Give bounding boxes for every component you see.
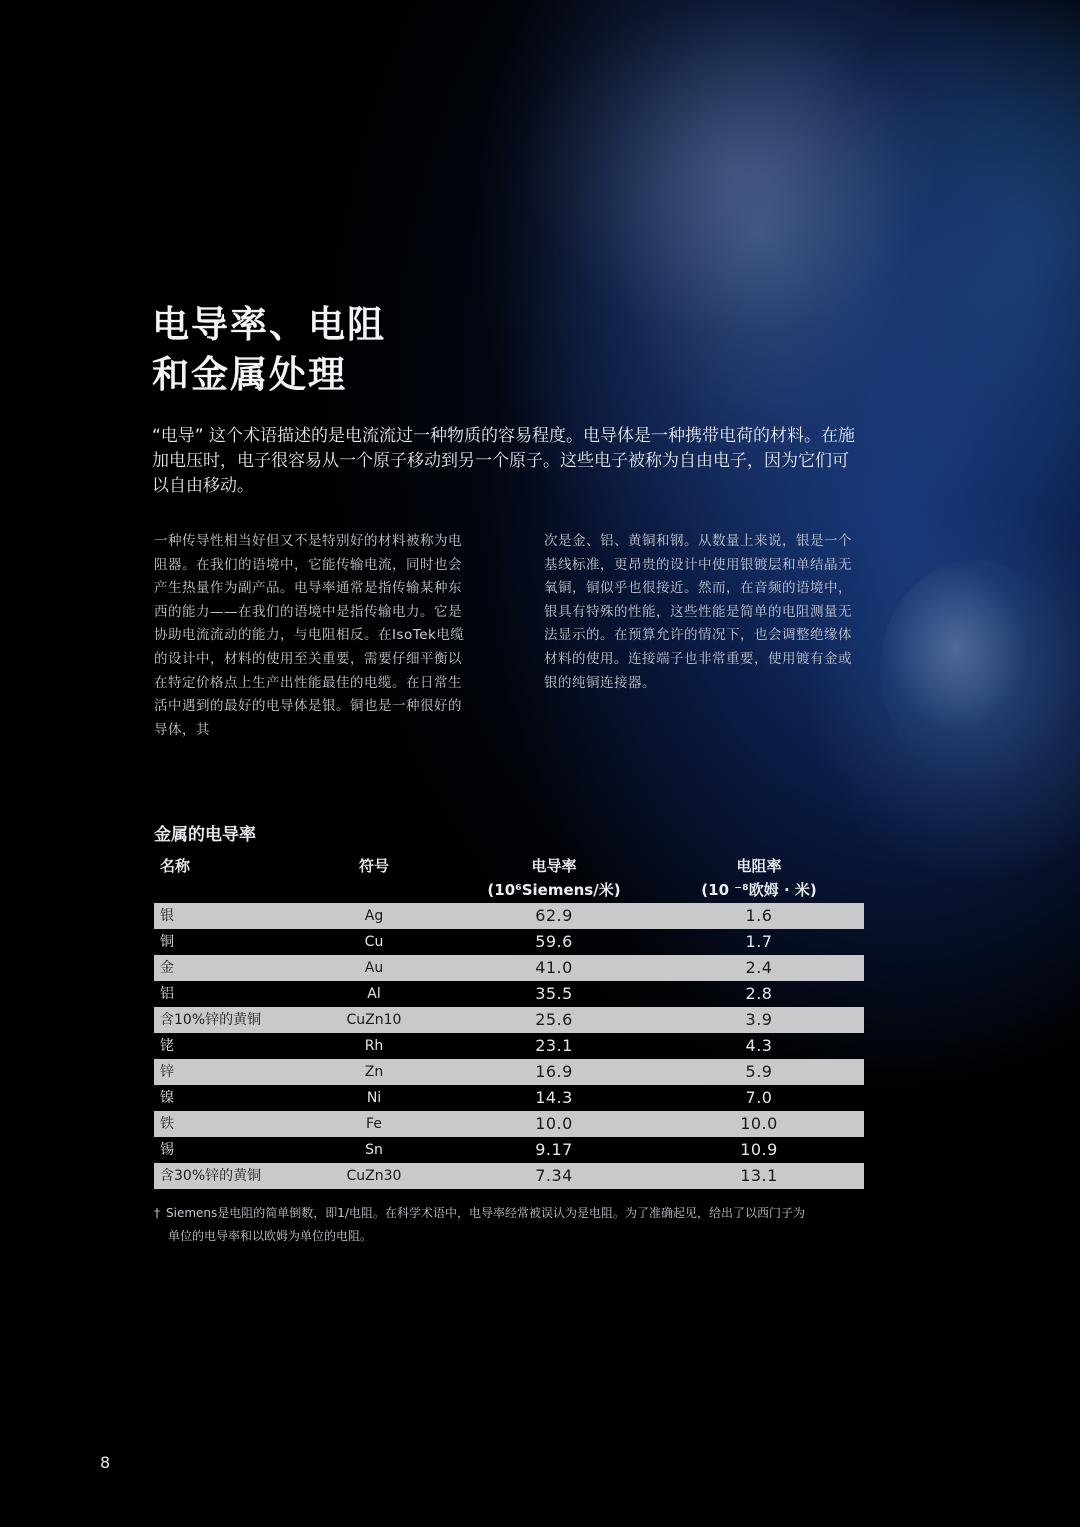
cell-name: 含10%锌的黄铜 [160,1012,262,1028]
table-row [154,903,864,929]
lead-paragraph: “电导” 这个术语描述的是电流流过一种物质的容易程度。电导体是一种携带电荷的材料。在施加电压时，电子很容易从一个原子移动到另一个原子。这些电子被称为自由电子，因为它们可以自由移动。 [152,426,856,496]
cell-resistivity: 10.0 [740,1114,778,1133]
cell-name: 铁 [160,1116,174,1132]
cell-symbol: Au [364,960,384,976]
header-resistivity-unit: (10 ⁻⁸欧姆 · 米) [701,881,817,899]
table-row [154,955,864,981]
cell-name: 锌 [160,1064,174,1080]
cell-conductivity: 23.1 [535,1036,573,1055]
cell-conductivity: 35.5 [535,984,573,1003]
cell-conductivity: 14.3 [535,1088,573,1107]
footnote-line1: Siemens是电阻的简单倒数，即1/电阻。在科学术语中，电导率经常被误认为是电阻。为了准确起见，给出了以西门子为 [166,1206,805,1220]
cell-name: 金 [160,960,174,976]
table-row [154,1033,864,1059]
cell-conductivity: 25.6 [535,1010,573,1029]
header-symbol: 符号 [358,857,389,875]
cell-conductivity: 10.0 [535,1114,573,1133]
cell-resistivity: 1.6 [745,906,773,925]
header-conductivity-label: 电导率 [531,857,577,875]
table-row [154,1111,864,1137]
table-row [154,929,864,955]
header-conductivity-unit: (10⁶Siemens/米) [487,881,621,899]
cell-name: 镍 [160,1090,174,1106]
cell-symbol: Sn [365,1142,383,1158]
cell-conductivity: 7.34 [535,1166,573,1185]
table-header [154,852,864,902]
cell-symbol: Ni [366,1090,382,1106]
table-row [154,1085,864,1111]
table-row [154,1007,864,1033]
cell-resistivity: 7.0 [745,1088,773,1107]
cell-symbol: Cu [364,934,384,950]
cell-resistivity: 10.9 [740,1140,778,1159]
table-row [154,1059,864,1085]
table-row [154,1163,864,1189]
body-column-right: 次是金、铝、黄铜和钢。从数量上来说，银是一个基线标准，更昂贵的设计中使用银镀层和单结晶无氧铜，铜似乎也很接近。然而，在音频的语境中，银具有特殊的性能，这些性能是简单的电阻测量无法显示的。在预算允许的情况下，也会调整绝缘体材料的使用。连接端子也非常重要，使用镀有金或银的纯铜连接器。 [544,533,852,691]
header-conductivity [454,852,654,902]
cell-conductivity: 16.9 [535,1062,573,1081]
cell-resistivity: 5.9 [745,1062,773,1081]
cell-symbol: Ag [364,908,384,924]
cell-name: 铜 [160,934,174,950]
footnote-line2: 单位的电导率和以欧姆为单位的电阻。 [168,1229,373,1243]
table-row [154,981,864,1007]
page-number: 8 [100,1453,111,1472]
cell-resistivity: 2.8 [745,984,773,1003]
header-name: 名称 [160,857,191,875]
cell-resistivity: 4.3 [745,1036,773,1055]
header-resistivity-label: 电阻率 [736,857,782,875]
cell-symbol: CuZn30 [346,1168,402,1184]
page-title-line2: 和金属处理 [152,353,347,396]
cell-symbol: Al [367,986,381,1002]
header-resistivity [654,852,864,902]
cell-resistivity: 3.9 [745,1010,773,1029]
cell-name: 含30%锌的黄铜 [160,1168,262,1184]
cell-resistivity: 13.1 [740,1166,778,1185]
page-title [152,300,386,400]
cell-name: 银 [160,908,174,924]
cell-symbol: Zn [364,1064,384,1080]
cell-symbol: Rh [364,1038,384,1054]
cell-symbol: Fe [366,1116,382,1132]
footnote-dagger: † [154,1206,160,1220]
cell-conductivity: 9.17 [535,1140,573,1159]
cell-name: 铑 [160,1038,174,1054]
cell-symbol: CuZn10 [346,1012,402,1028]
conductivity-table [154,852,864,1189]
cell-conductivity: 62.9 [535,906,573,925]
footnote [154,1202,864,1248]
cell-name: 铝 [160,986,174,1002]
cell-conductivity: 59.6 [535,932,573,951]
cell-conductivity: 41.0 [535,958,573,977]
table-row [154,1137,864,1163]
page-title-line1: 电导率、电阻 [152,303,386,346]
cell-resistivity: 2.4 [745,958,773,977]
cell-resistivity: 1.7 [745,932,773,951]
cell-name: 锡 [160,1142,174,1158]
table-body [154,903,864,1189]
body-column-left: 一种传导性相当好但又不是特别好的材料被称为电阻器。在我们的语境中，它能传输电流，同时也会产生热量作为副产品。电导率通常是指传输某种东西的能力——在我们的语境中是指传输电力。它是协助电流流动的能力，与电阻相反。在IsoTek电缆的设计中，材料的使用至关重要，需要仔细平衡以在特定价格点上生产出性能最佳的电缆。在日常生活中遇到的最好的电导体是银。铜也是一种很好的导体，其 [154,533,465,738]
table-title: 金属的电导率 [154,825,256,845]
